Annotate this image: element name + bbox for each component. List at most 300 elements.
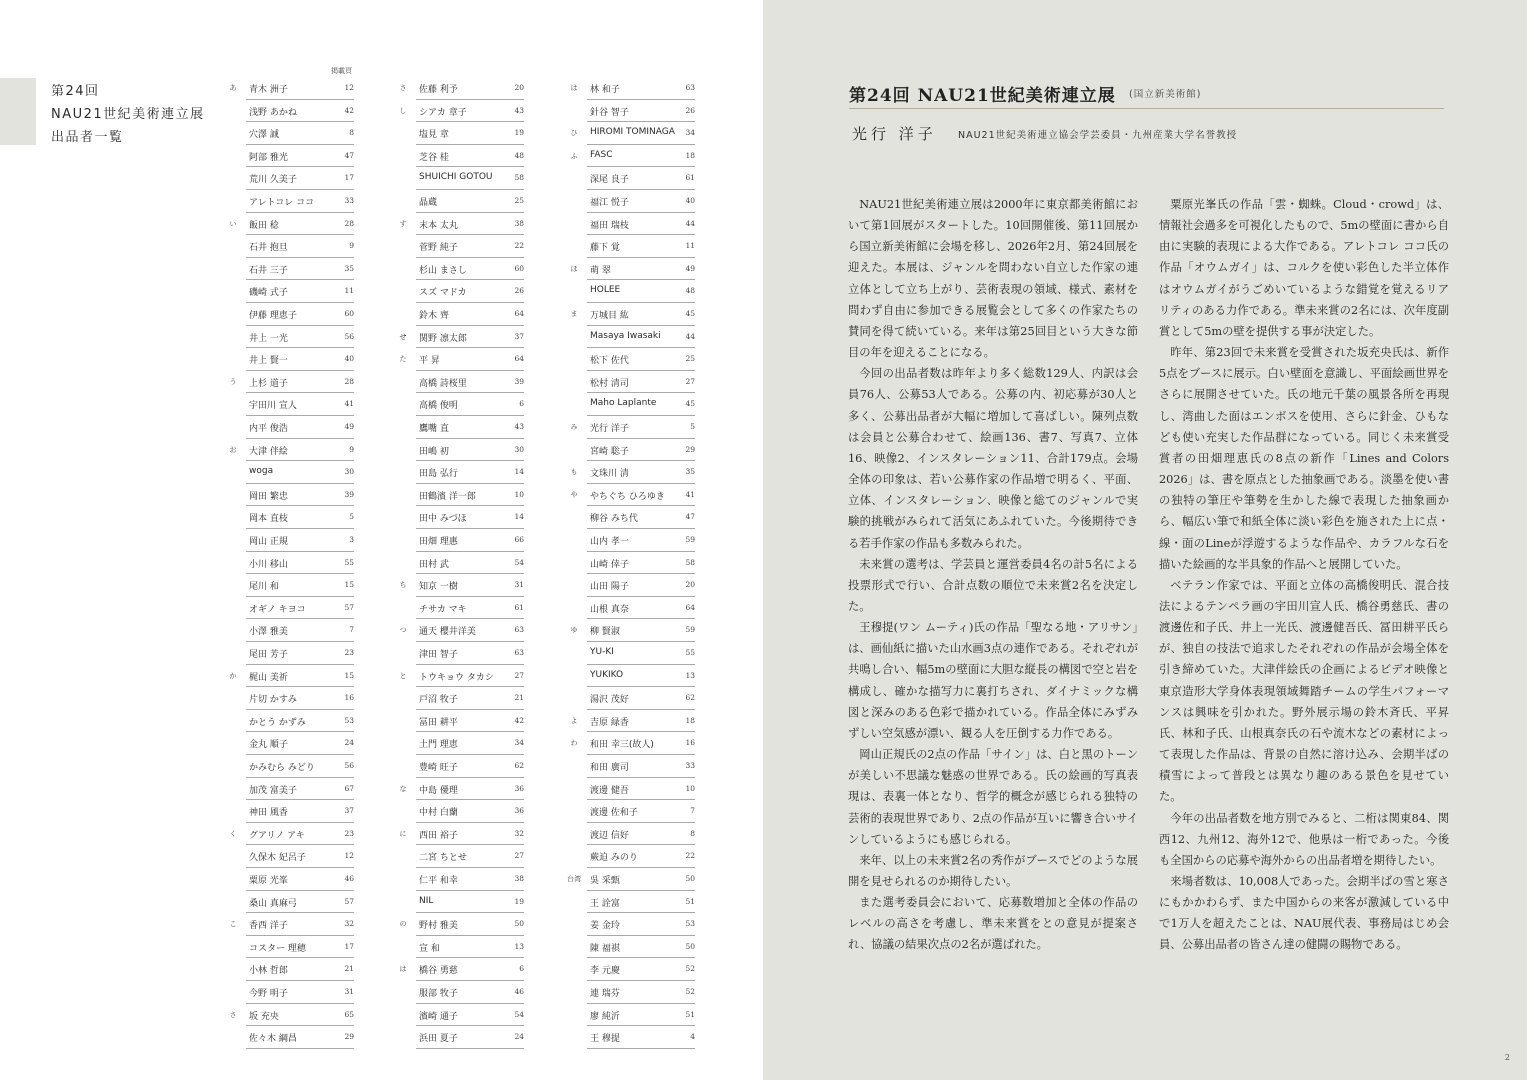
exhibitor-page: 30 [344,467,354,477]
exhibitor-page: 55 [344,557,354,567]
exhibitor-cell [416,642,524,665]
exhibitor-page: 12 [344,83,354,92]
exhibitor-page: 41 [685,489,695,499]
page-column-header: 掲載頁 [331,67,352,75]
exhibitor-cell [246,484,354,507]
exhibitor-page: 15 [344,670,354,680]
exhibitor-page: 45 [685,309,695,318]
exhibitor-page: 62 [514,761,524,770]
exhibitor-page: 20 [514,83,524,92]
exhibitor-page: 61 [514,602,524,612]
exhibitor-name: 荒川 久美子 [249,175,297,186]
exhibitor-page: 28 [344,218,354,228]
exhibitor-cell [416,845,524,868]
exhibitor-name: やちぐち ひろゆき [590,491,665,502]
exhibitor-cell [246,122,354,145]
exhibitor-cell [587,823,695,846]
exhibitor-page: 49 [344,422,354,431]
exhibitor-cell [246,145,354,168]
exhibitor-name: 平 昇 [419,356,440,367]
exhibitor-name: 穴澤 誠 [249,130,279,141]
exhibitor-page: 4 [690,1032,695,1042]
exhibitor-name: 岡山 正規 [249,537,288,547]
exhibitor-page: 50 [685,941,695,951]
exhibitor-page: 5 [349,512,354,522]
exhibitor-cell [416,484,524,507]
exhibitor-cell [587,687,695,710]
exhibitor-cell [587,167,695,190]
exhibitor-name: Maho Laplante [590,398,657,409]
exhibitor-name: 山崎 倖子 [590,559,629,570]
exhibitor-page: 36 [514,806,524,816]
exhibitor-name: 王 詮富 [590,898,620,909]
exhibitor-name: 吉原 緑香 [590,717,629,728]
exhibitor-name: 王 穆提 [590,1034,620,1045]
kana-index: の [399,920,407,929]
exhibitor-name: 渡邊 佐和子 [590,808,638,819]
exhibitor-name: 陳 福祺 [590,943,620,954]
exhibitor-page: 23 [344,828,354,838]
exhibitor-page: 18 [685,715,695,725]
exhibitor-name: HIROMI TOMINAGA [590,127,675,138]
paragraph: 王穆提(ワン ムーティ)氏の作品「聖なる地・アリサン」は、画仙紙に描いた山水画3点の連作である。それぞれが共鳴し合い、幅5mの壁面に大胆な縦長の構図で空と岩を構成し、確かな描写力に裏打ちされ、ダイナミックな構図と深みのある色彩で描かれている。作品全体にみずみずしい空気感が漂い、観る人を圧倒する力作である。 [848,621,1138,740]
exhibitor-name: SHUICHI GOTOU [419,172,493,183]
exhibitor-name: オギノ キヨコ [249,604,306,615]
exhibitor-name: シアカ 章子 [419,107,467,118]
exhibitor-name: 粟原 光峯 [249,876,288,886]
kana-index: は [570,84,578,92]
exhibitor-page: 50 [685,874,695,883]
exhibitor-name: 戸沼 牧子 [419,695,458,706]
kana-index: せ [399,332,407,341]
exhibitor-page: 34 [514,738,524,748]
title-rule [849,108,1444,109]
exhibitor-cell [416,235,524,258]
title-line-3: 出品者一覧 [51,130,124,145]
exhibitor-page: 26 [514,286,524,296]
exhibitor-cell [587,574,695,597]
kana-index: つ [399,626,407,635]
exhibitor-cell [416,371,524,394]
kana-index: に [399,829,407,838]
exhibitor-cell [416,732,524,755]
exhibitor-cell [587,732,695,755]
exhibitor-cell [246,823,354,846]
exhibitor-page: 67 [344,783,354,793]
exhibitor-list-title [51,80,205,149]
exhibitor-cell [416,167,524,190]
exhibitor-page: 18 [685,150,695,160]
exhibitor-cell [587,280,695,303]
right-page [763,0,1527,1080]
exhibitor-cell [587,665,695,688]
exhibitor-name: woga [249,466,274,477]
exhibitor-cell [246,1026,354,1049]
exhibitor-cell [246,529,354,552]
article-venue: (国立新美術館) [1129,89,1202,100]
exhibitor-page: 55 [685,648,695,657]
exhibitor-page: 37 [514,331,524,341]
exhibitor-name: 浜田 夏子 [419,1034,458,1045]
article-column-1 [848,194,1138,956]
exhibitor-cell [587,552,695,575]
exhibitor-cell [246,100,354,123]
exhibitor-page: 42 [514,715,524,725]
exhibitor-cell [246,778,354,801]
exhibitor-name: アレトコレ ココ [249,198,315,208]
exhibitor-name: 関野 凛太郎 [419,333,467,344]
exhibitor-name: 廖 純沂 [590,1011,620,1022]
exhibitor-page: 38 [514,218,524,228]
exhibitor-page: 64 [514,354,524,364]
paragraph: ベテラン作家では、平面と立体の高橋俊明氏、混合技法によるテンペラ画の宇田川宣人氏、橋谷勇慈氏、書の渡邊佐和子氏、井上一光氏、渡邊健吾氏、冨田耕平氏らが、独自の技法で追求したそれぞれの作品が会場全体を引き締めていた。大津伴絵氏の企画によるビデオ映像と東京造形大学身体表現領域舞踏チームの学生パフォーマンスは興味を引かれた。野外展示場の鈴木斉氏、平昇氏、林和子氏、山根真奈氏の石や流木などの素材によって表現した作品は、背景の自然に溶け込み、会期半ばの積雪によって普段とは異なり趣のある景色を見せていた。 [1159,578,1449,804]
exhibitor-cell [416,936,524,959]
exhibitor-page: 54 [514,557,524,567]
exhibitor-cell [587,235,695,258]
exhibitor-page: 15 [344,580,354,590]
exhibitor-name: 福江 悦子 [590,198,629,208]
exhibitor-cell [587,936,695,959]
paragraph: 未来賞の選考は、学芸員と運営委員4名の計5名による投票形式で行い、合計点数の順位で未来賞2名を決定した。 [848,557,1138,613]
kana-index: く [229,829,237,838]
exhibitor-name: 橋谷 勇慈 [419,966,458,977]
exhibitor-name: 鷹嘴 直 [419,424,449,434]
exhibitor-cell [416,326,524,349]
exhibitor-cell [246,732,354,755]
exhibitor-name: 姜 金玲 [590,921,620,932]
exhibitor-cell [416,687,524,710]
exhibitor-name: 石井 三子 [249,265,288,276]
exhibitor-page: 63 [514,648,524,657]
exhibitor-name: 中島 優理 [419,785,458,796]
kana-index: か [229,671,237,680]
exhibitor-cell [587,1004,695,1027]
exhibitor-name: 菅野 純子 [419,243,458,254]
exhibitor-name: 松村 清司 [590,378,629,389]
exhibitor-page: 33 [344,196,354,205]
exhibitor-page: 53 [344,715,354,725]
exhibitor-page: 13 [685,670,695,680]
exhibitor-cell [416,1004,524,1027]
exhibitor-cell [416,755,524,778]
exhibitor-cell [246,258,354,281]
article-title: 第24回 NAU21世紀美術連立展 [849,86,1116,106]
exhibitor-name: 宣 和 [419,943,440,954]
exhibitor-name: 香西 洋子 [249,921,288,932]
paragraph: 昨年、第23回で未来賞を受賞された坂充央氏は、新作5点をブースに展示。白い壁面を意識し、平面絵画世界をさらに展開させていた。氏の地元千葉の風景各所を再現し、湾曲した面はエンボスを使用、さらに針金、ひもなども使い充実した作品群になっている。同じく未来賞受賞者の田畑理恵氏の8点の新作「Lines and Colors 2026」は、書を原点とした抽象画である。淡墨を使い書の独特の筆圧や筆勢を生かした線で表現した抽象画から、幅広い筆で和紙全体に淡い彩色を施された上に点・線・面のLineが浮遊するような作品や、カラフルな石を描いた絵画的な半具象的作品へと展開していた。 [1159,346,1449,571]
exhibitor-name: 野村 雅美 [419,921,458,932]
exhibitor-page: 59 [685,535,695,544]
exhibitor-cell [246,77,354,100]
exhibitor-name: 文珠川 清 [590,469,629,480]
exhibitor-page: 24 [344,738,354,748]
exhibitor-cell [587,868,695,891]
exhibitor-cell [587,326,695,349]
exhibitor-cell [416,190,524,213]
exhibitor-page: 6 [519,399,524,409]
exhibitor-cell [246,506,354,529]
exhibitor-name: 和田 幸三(故人) [590,740,654,751]
exhibitor-cell [246,755,354,778]
exhibitor-cell [246,280,354,303]
exhibitor-name: HOLEE [590,285,621,296]
exhibitor-page: 7 [690,806,695,816]
kana-index: な [399,784,407,793]
kana-index: み [570,423,578,431]
exhibitor-page: 40 [685,196,695,205]
exhibitor-cell [416,665,524,688]
exhibitor-page: 32 [514,828,524,838]
exhibitor-cell [416,213,524,236]
exhibitor-name: 土門 理恵 [419,740,458,751]
exhibitor-cell [416,506,524,529]
exhibitor-page: 50 [514,919,524,929]
exhibitor-cell [246,619,354,642]
exhibitor-cell [587,845,695,868]
kana-index: う [229,377,237,386]
exhibitor-name: 晶蔵 [419,198,438,208]
exhibitor-cell [246,461,354,484]
exhibitor-cell [587,213,695,236]
exhibitor-name: 佐々木 綱昌 [249,1034,297,1045]
kana-index: し [399,106,407,115]
exhibitor-page: 30 [514,444,524,454]
exhibitor-name: 上杉 道子 [249,378,288,389]
exhibitor-cell [587,778,695,801]
kana-index: こ [229,920,237,929]
exhibitor-page: 35 [685,467,695,477]
exhibitor-cell [416,439,524,462]
exhibitor-name: 鈴木 齊 [419,311,449,321]
exhibitor-cell [246,393,354,416]
exhibitor-cell [246,597,354,620]
exhibitor-name: 和田 廣司 [590,763,629,773]
exhibitor-page: 22 [514,241,524,251]
exhibitor-page: 19 [514,896,524,906]
exhibitor-page: 9 [349,241,354,251]
exhibitor-page: 19 [514,128,524,138]
exhibitor-name: 今野 明子 [249,989,288,999]
kana-index: す [399,219,407,228]
exhibitor-page: 16 [344,693,354,703]
exhibitor-page: 39 [344,489,354,499]
exhibitor-page: 31 [344,987,354,996]
exhibitor-name: 仁平 和幸 [419,876,458,886]
exhibitor-name: 服部 牧子 [419,989,458,999]
exhibitor-cell [587,619,695,642]
exhibitor-cell [416,122,524,145]
exhibitor-page: 56 [344,761,354,770]
exhibitor-page: 43 [514,105,524,115]
exhibitor-page: 14 [514,512,524,522]
exhibitor-page: 37 [344,806,354,816]
exhibitor-cell [246,235,354,258]
exhibitor-cell [246,687,354,710]
exhibitor-name: 田嶋 初 [419,446,449,457]
exhibitor-page: 57 [344,602,354,612]
exhibitor-page: 27 [514,670,524,680]
exhibitor-name: YUKIKO [590,669,624,680]
exhibitor-name: 飯田 稔 [249,220,279,231]
exhibitor-page: 20 [685,580,695,590]
exhibitor-cell [587,461,695,484]
kana-index: ふ [570,151,578,160]
exhibitor-page: 21 [344,964,354,974]
exhibitor-page: 64 [685,602,695,612]
exhibitor-page: 64 [514,309,524,318]
exhibitor-page: 34 [685,128,695,138]
exhibitor-name: トウキョウ タカシ [419,672,494,683]
exhibitor-name: 冨田 耕平 [419,717,458,728]
exhibitor-page: 63 [685,83,695,92]
exhibitor-cell [416,597,524,620]
exhibitor-cell [246,574,354,597]
exhibitor-name: 福田 瑞枝 [590,220,629,231]
exhibitor-page: 47 [685,512,695,522]
exhibitor-page: 27 [685,376,695,386]
exhibitor-name: スズ マドカ [419,288,467,299]
exhibitor-page: 44 [685,218,695,228]
exhibitor-page: 58 [685,557,695,567]
exhibitor-name: 萌 翠 [590,265,611,276]
exhibitor-page: 26 [685,105,695,115]
exhibitor-page: 48 [514,150,524,160]
exhibitor-page: 46 [514,987,524,996]
exhibitor-name: 宇田川 宣人 [249,401,297,412]
paragraph: 来年、以上の未来賞2名の秀作がブースでどのような展開を見せられるのか期待したい。 [848,853,1138,888]
kana-index: い [229,219,237,228]
exhibitor-page: 52 [685,987,695,996]
exhibitor-name: 小川 移山 [249,559,288,570]
exhibitor-page: 45 [685,399,695,409]
exhibitor-cell [416,913,524,936]
exhibitor-name: 山根 真奈 [590,604,629,615]
exhibitor-cell [587,77,695,100]
exhibitor-page: 21 [514,693,524,703]
kana-index: ま [570,310,578,318]
kana-index: も [570,468,578,477]
exhibitor-cell [416,574,524,597]
exhibitor-cell [587,484,695,507]
exhibitor-cell [246,891,354,914]
exhibitor-cell [587,642,695,665]
exhibitor-cell [587,371,695,394]
exhibitor-cell [416,1026,524,1049]
exhibitor-name: 石井 抱旦 [249,243,288,254]
exhibitor-name: 蕨迫 みのり [590,853,638,864]
kana-index: よ [570,716,578,725]
exhibitor-page: 59 [685,625,695,635]
exhibitor-name: 深尾 良子 [590,175,629,186]
exhibitor-page: 63 [514,625,524,635]
kana-index: ひ [570,129,578,138]
exhibitor-name: 田島 弘行 [419,469,458,480]
exhibitor-cell [246,868,354,891]
exhibitor-page: 58 [514,173,524,183]
exhibitor-name: 尾川 和 [249,582,279,593]
exhibitor-cell [587,303,695,326]
paragraph: NAU21世紀美術連立展は2000年に東京都美術館において第1回展がスタートした。10回開催後、第11回展から国立新美術館に会場を移し、2026年2月、第24回展を迎えた。本展は、ジャンルを問わない自立した作家の連立体として立ち上がり、芸術表現の領域、様式、素材を問わず自由に参加できる展覧会として多くの作家たちの賛同を得て続いている。来年は第25回目という大きな節目の年を迎えることになる。 [848,198,1138,360]
exhibitor-cell [416,145,524,168]
exhibitor-cell [416,619,524,642]
exhibitor-page: 38 [514,874,524,883]
exhibitor-page: 60 [514,263,524,273]
exhibitor-page: 56 [344,331,354,341]
exhibitor-cell [587,755,695,778]
exhibitor-page: 27 [514,851,524,861]
exhibitor-name: 坂 充央 [249,1011,279,1022]
exhibitor-name: 杉山 まさし [419,265,467,276]
exhibitor-name: 中村 白蘭 [419,808,458,819]
exhibitor-name: 二宮 ちとせ [419,853,467,864]
exhibitor-cell [587,529,695,552]
exhibitor-name: 加茂 富美子 [249,785,297,796]
exhibitor-page: 14 [514,467,524,477]
exhibitor-cell [246,958,354,981]
exhibitor-name: 金丸 順子 [249,740,288,751]
exhibitor-name: 山内 孝一 [590,537,629,547]
exhibitor-page: 29 [685,444,695,454]
exhibitor-cell [416,77,524,100]
exhibitor-cell [246,416,354,439]
exhibitor-cell [246,303,354,326]
exhibitor-name: 神田 風香 [249,808,288,819]
page-number: 2 [1504,1053,1510,1062]
exhibitor-page: 41 [344,399,354,409]
article-column-2 [1159,194,1449,956]
exhibitor-name: コスター 理穂 [249,943,306,954]
exhibitor-cell [587,348,695,371]
exhibitor-name: 湯沢 茂好 [590,695,629,706]
exhibitor-cell [587,891,695,914]
exhibitor-page: 52 [685,964,695,974]
exhibitor-cell [246,845,354,868]
exhibitor-page: 53 [685,919,695,929]
exhibitor-page: 5 [690,422,695,431]
exhibitor-cell [246,800,354,823]
exhibitor-name: 佐藤 利予 [419,85,458,95]
exhibitor-page: 24 [514,1032,524,1042]
exhibitor-cell [416,303,524,326]
exhibitor-name: 芝谷 桂 [419,152,449,163]
exhibitor-name: 田畑 理惠 [419,537,458,547]
exhibitor-name: 知京 一樹 [419,582,458,593]
exhibitor-name: 西田 裕子 [419,830,458,841]
exhibitor-page: 17 [344,941,354,951]
kana-index: ほ [570,264,578,273]
exhibitor-page: 42 [344,105,354,115]
exhibitor-name: グアリノ アキ [249,830,305,841]
section-tab-marker [0,78,36,145]
exhibitor-cell [246,371,354,394]
exhibitor-name: 阿部 雅光 [249,152,288,163]
exhibitor-cell [587,439,695,462]
exhibitor-name: 豊崎 旺子 [419,763,458,773]
exhibitor-name: 万城目 紘 [590,311,629,321]
exhibitor-name: 田村 武 [419,559,449,570]
exhibitor-page: 7 [349,625,354,635]
exhibitor-page: 6 [519,964,524,974]
exhibitor-cell [416,778,524,801]
exhibitor-page: 29 [344,1032,354,1042]
exhibitor-page: 65 [344,1009,354,1019]
exhibitor-cell [416,868,524,891]
exhibitor-cell [416,393,524,416]
exhibitor-cell [246,348,354,371]
exhibitor-name: 梶山 美祈 [249,672,288,683]
kana-index: 台湾 [567,875,581,883]
exhibitor-page: 8 [349,128,354,138]
